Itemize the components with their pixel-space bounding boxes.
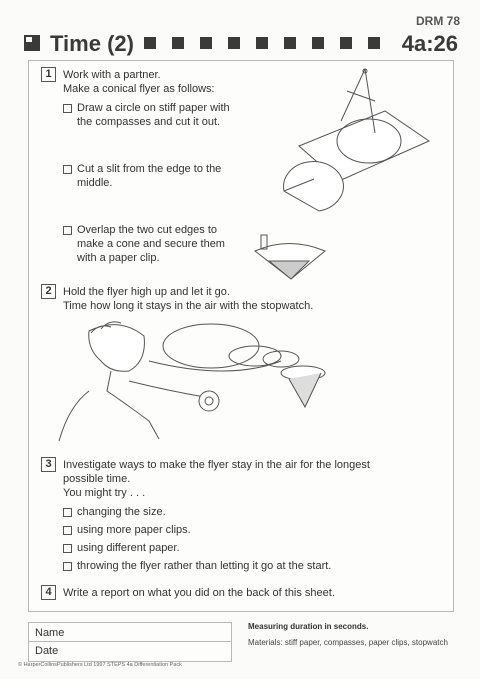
task-3-line: Investigate ways to make the flyer stay in the air for the longest bbox=[63, 459, 370, 471]
option-checkbox[interactable] bbox=[63, 508, 72, 517]
option-checkbox[interactable] bbox=[63, 544, 72, 553]
step-3-line: with a paper clip. bbox=[77, 252, 160, 264]
flight-path-drawing bbox=[149, 324, 299, 371]
task-number-1: 1 bbox=[41, 67, 56, 82]
step-2-line: Cut a slit from the edge to the bbox=[77, 163, 222, 175]
option-item: throwing the flyer rather than letting it go at the start. bbox=[77, 560, 332, 572]
step-1-line: Draw a circle on stiff paper with bbox=[77, 102, 230, 114]
title-square-decoration bbox=[256, 37, 268, 49]
option-checkbox[interactable] bbox=[63, 562, 72, 571]
task-2-line: Time how long it stays in the air with the stopwatch. bbox=[63, 300, 314, 312]
title-square-decoration bbox=[228, 37, 240, 49]
title-square-decoration bbox=[340, 37, 352, 49]
flying-cone-drawing bbox=[281, 366, 325, 407]
title-square-decoration bbox=[368, 37, 380, 49]
task-number-3: 3 bbox=[41, 457, 56, 472]
measuring-note: Measuring duration in seconds. bbox=[248, 622, 369, 631]
title-square-decoration bbox=[172, 37, 184, 49]
task-4-line: Write a report on what you did on the back of this sheet. bbox=[63, 587, 335, 599]
task-3-line: You might try . . . bbox=[63, 487, 146, 499]
step-3-line: Overlap the two cut edges to bbox=[77, 224, 218, 236]
name-date-box bbox=[28, 622, 232, 662]
step-3-line: make a cone and secure them bbox=[77, 238, 225, 250]
title-square-decoration bbox=[312, 37, 324, 49]
task-number-4: 4 bbox=[41, 585, 56, 600]
option-item: changing the size. bbox=[77, 506, 166, 518]
task-1-line: Make a conical flyer as follows: bbox=[63, 83, 215, 95]
level-code: 4a:26 bbox=[401, 31, 458, 56]
child-throwing-drawing bbox=[59, 322, 219, 441]
title-square-decoration bbox=[144, 37, 156, 49]
task-1-line: Work with a partner. bbox=[63, 69, 161, 81]
divider bbox=[29, 641, 231, 642]
option-item: using more paper clips. bbox=[77, 524, 191, 536]
date-label: Date bbox=[35, 645, 59, 657]
copyright-note: © HarperCollinsPublishers Ltd 1997 STEPS 4a Differentiation Pack bbox=[18, 662, 182, 668]
sheet-code: DRM 78 bbox=[415, 14, 460, 28]
page-title: Time (2) bbox=[50, 31, 134, 56]
option-checkbox[interactable] bbox=[63, 526, 72, 535]
option-item: using different paper. bbox=[77, 542, 180, 554]
name-label: Name bbox=[35, 627, 65, 639]
step-1-line: the compasses and cut it out. bbox=[77, 116, 221, 128]
task-number-2: 2 bbox=[41, 284, 56, 299]
task-2-line: Hold the flyer high up and let it go. bbox=[63, 286, 230, 298]
task-3-line: possible time. bbox=[63, 473, 131, 485]
materials-note: Materials: stiff paper, compasses, paper clips, stopwatch bbox=[248, 638, 448, 647]
task-box bbox=[28, 60, 454, 612]
title-square-decoration bbox=[284, 37, 296, 49]
title-square-decoration bbox=[200, 37, 212, 49]
step-2-line: middle. bbox=[77, 177, 113, 189]
worksheet-icon bbox=[24, 35, 40, 51]
title-bar bbox=[20, 30, 460, 60]
